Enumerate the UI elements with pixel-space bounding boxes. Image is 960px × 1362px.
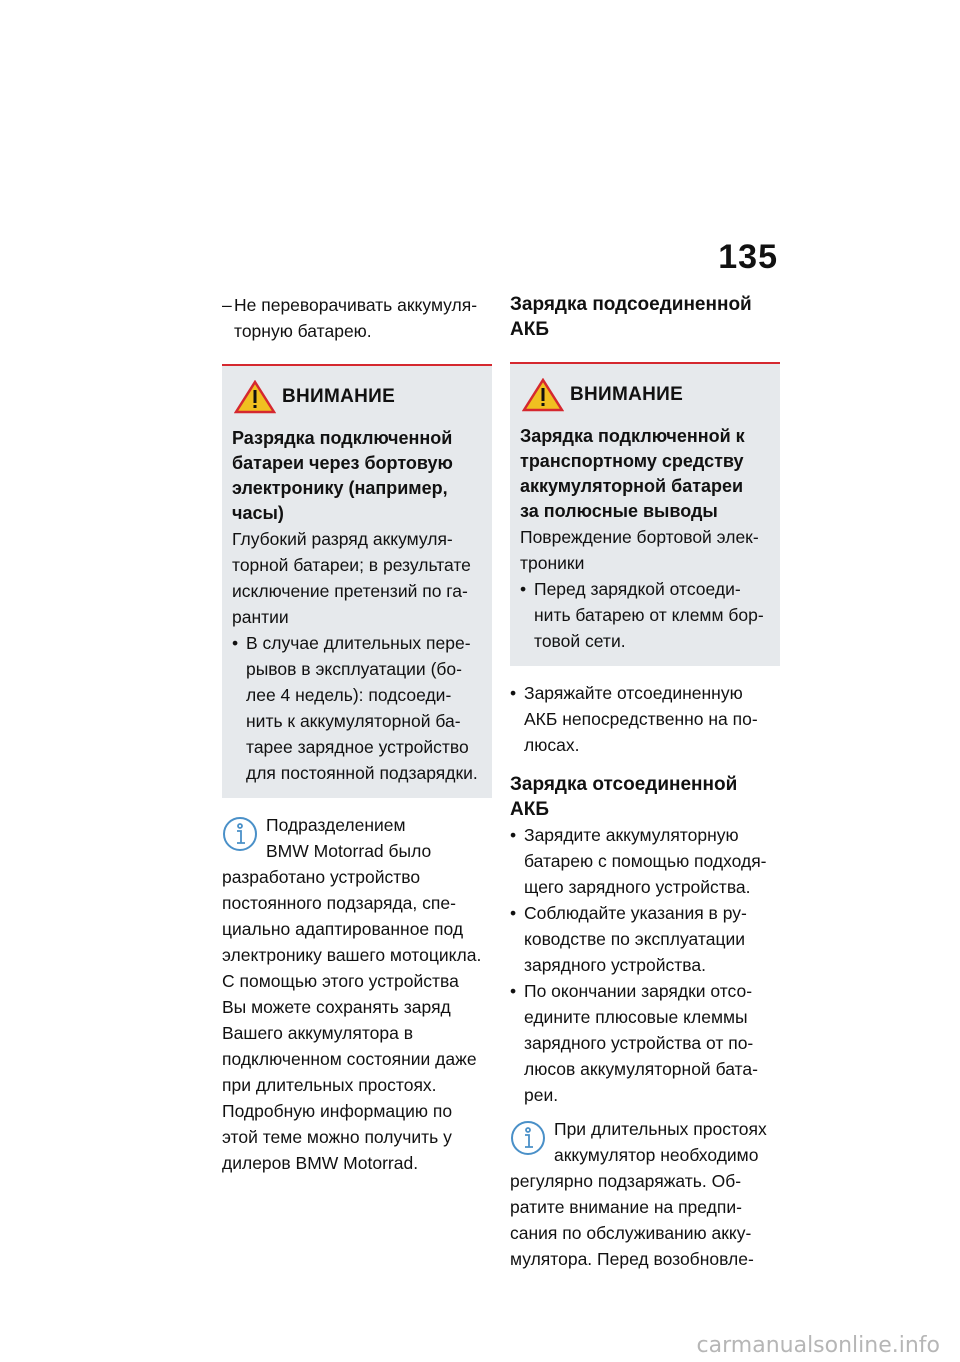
list-item-line: По окончании зарядки отсо- xyxy=(524,981,753,1001)
list-item-line: щего зарядного устройства. xyxy=(524,877,751,897)
intro-text xyxy=(234,292,477,344)
warning-bullet-line: тарее зарядное устройство xyxy=(246,737,469,757)
section-heading-line: Зарядка подсоединенной xyxy=(510,294,752,315)
warning-bullet-line: В случае длительных пере- xyxy=(246,633,471,653)
section-heading xyxy=(510,292,780,342)
info-note xyxy=(222,812,492,1176)
info-line: этой теме можно получить у xyxy=(222,1127,452,1147)
warning-heading-line: электронику (например, xyxy=(232,478,448,498)
info-line: BMW Motorrad было xyxy=(266,841,432,861)
list-item-text xyxy=(524,978,758,1108)
warning-body-line: Глубокий разряд аккумуля- xyxy=(232,529,453,549)
warning-heading xyxy=(520,424,770,524)
list-item xyxy=(510,900,780,978)
info-line: Подробную информацию по xyxy=(222,1101,453,1121)
warning-heading-line: часы) xyxy=(232,503,284,523)
warning-box xyxy=(510,362,780,666)
list-item xyxy=(510,680,780,758)
list-item-text xyxy=(524,822,767,900)
warning-body-line: рантии xyxy=(232,607,289,627)
info-line: электронику вашего мотоцикла. xyxy=(222,945,482,965)
list-item-line: реи. xyxy=(524,1085,559,1105)
section-heading xyxy=(510,772,780,822)
warning-heading-line: за полюсные выводы xyxy=(520,501,718,521)
list-item-line: Заряжайте отсоединенную xyxy=(524,683,743,703)
info-line: аккумулятор необходимо xyxy=(554,1145,759,1165)
right-column xyxy=(510,292,780,1272)
bullet-dot: • xyxy=(520,579,527,599)
warning-body-line: исключение претензий по га- xyxy=(232,581,468,601)
info-line: ратите внимание на предпи- xyxy=(510,1197,742,1217)
bullet-dot: • xyxy=(510,981,517,1001)
warning-header xyxy=(232,380,482,414)
warning-title: ВНИМАНИЕ xyxy=(570,384,684,405)
info-icon xyxy=(222,816,258,852)
list-item-line: ководстве по эксплуатации xyxy=(524,929,746,949)
warning-bullet xyxy=(232,630,482,786)
list-item-line: АКБ непосредственно на по- xyxy=(524,709,758,729)
watermark: carmanualsonline.info xyxy=(696,1333,940,1358)
warning-bullet-line: товой сети. xyxy=(534,631,626,651)
info-line: циально адаптированное под xyxy=(222,919,464,939)
bullet-dot: • xyxy=(232,633,239,653)
warning-heading-line: транспортному средству xyxy=(520,451,744,471)
section-heading-line: АКБ xyxy=(510,319,549,340)
warning-header xyxy=(520,378,770,412)
warning-bullet-line: Перед зарядкой отсоеди- xyxy=(534,579,741,599)
list-item-line: батарею с помощью подходя- xyxy=(524,851,767,871)
info-note xyxy=(510,1116,780,1272)
warning-bullet-line: лее 4 недель): подсоеди- xyxy=(246,685,452,705)
warning-bullet-text xyxy=(534,576,764,654)
list-item-line: Зарядите аккумуляторную xyxy=(524,825,739,845)
bullet-dot: • xyxy=(510,903,517,923)
bullet-dot: • xyxy=(510,825,517,845)
warning-title: ВНИМАНИЕ xyxy=(282,386,396,407)
warning-bullet-line: нить к аккумуляторной ба- xyxy=(246,711,461,731)
info-line: при длительных простоях. xyxy=(222,1075,437,1095)
page-number: 135 xyxy=(718,238,778,276)
list-item xyxy=(510,822,780,900)
list-item xyxy=(510,978,780,1108)
section-heading-line: АКБ xyxy=(510,799,549,820)
warning-heading-line: Зарядка подключенной к xyxy=(520,426,745,446)
dash-marker: – xyxy=(222,295,232,315)
warning-triangle-icon xyxy=(522,378,564,412)
warning-bullet-line: нить батарею от клемм бор- xyxy=(534,605,764,625)
warning-bullet-line: для постоянной подзарядки. xyxy=(246,763,478,783)
warning-heading-line: аккумуляторной батареи xyxy=(520,476,744,496)
intro-item xyxy=(222,292,492,344)
warning-bullet-line: рывов в эксплуатации (бо- xyxy=(246,659,462,679)
info-line: мулятора. Перед возобновле- xyxy=(510,1249,754,1269)
info-line: дилеров BMW Motorrad. xyxy=(222,1153,419,1173)
warning-box xyxy=(222,364,492,798)
info-line: регулярно подзаряжать. Об- xyxy=(510,1171,742,1191)
warning-triangle-icon xyxy=(234,380,276,414)
list-item-line: люсах. xyxy=(524,735,580,755)
info-line: Вы можете сохранять заряд xyxy=(222,997,451,1017)
info-line: разработано устройство xyxy=(222,867,421,887)
warning-bullet-text xyxy=(246,630,478,786)
left-column xyxy=(222,292,492,1176)
warning-body-line: троники xyxy=(520,553,585,573)
list-item-line: Соблюдайте указания в ру- xyxy=(524,903,747,923)
info-line: подключенном состоянии даже xyxy=(222,1049,477,1069)
info-line: При длительных простоях xyxy=(554,1119,767,1139)
info-line: С помощью этого устройства xyxy=(222,971,459,991)
bullet-dot: • xyxy=(510,683,517,703)
list-item-line: едините плюсовые клеммы xyxy=(524,1007,748,1027)
info-icon xyxy=(510,1120,546,1156)
warning-body xyxy=(520,524,770,576)
warning-heading-line: батареи через бортовую xyxy=(232,453,453,473)
list-item-text xyxy=(524,900,747,978)
list-item-line: зарядного устройства от по- xyxy=(524,1033,754,1053)
list-item-text xyxy=(524,680,758,758)
info-line: Вашего аккумулятора в xyxy=(222,1023,414,1043)
warning-body-line: торной батареи; в результате xyxy=(232,555,471,575)
intro-line: Не переворачивать аккумуля- xyxy=(234,295,478,315)
info-line: Подразделением xyxy=(266,815,406,835)
list-item-line: зарядного устройства. xyxy=(524,955,706,975)
section-heading-line: Зарядка отсоединенной xyxy=(510,774,738,795)
warning-body xyxy=(232,526,482,630)
info-line: сания по обслуживанию акку- xyxy=(510,1223,752,1243)
info-line: постоянного подзаряда, спе- xyxy=(222,893,456,913)
warning-heading xyxy=(232,426,482,526)
warning-body-line: Повреждение бортовой элек- xyxy=(520,527,759,547)
intro-line: торную батарею. xyxy=(234,321,372,341)
warning-heading-line: Разрядка подключенной xyxy=(232,428,453,448)
list-item-line: люсов аккумуляторной бата- xyxy=(524,1059,758,1079)
warning-bullet xyxy=(520,576,770,654)
